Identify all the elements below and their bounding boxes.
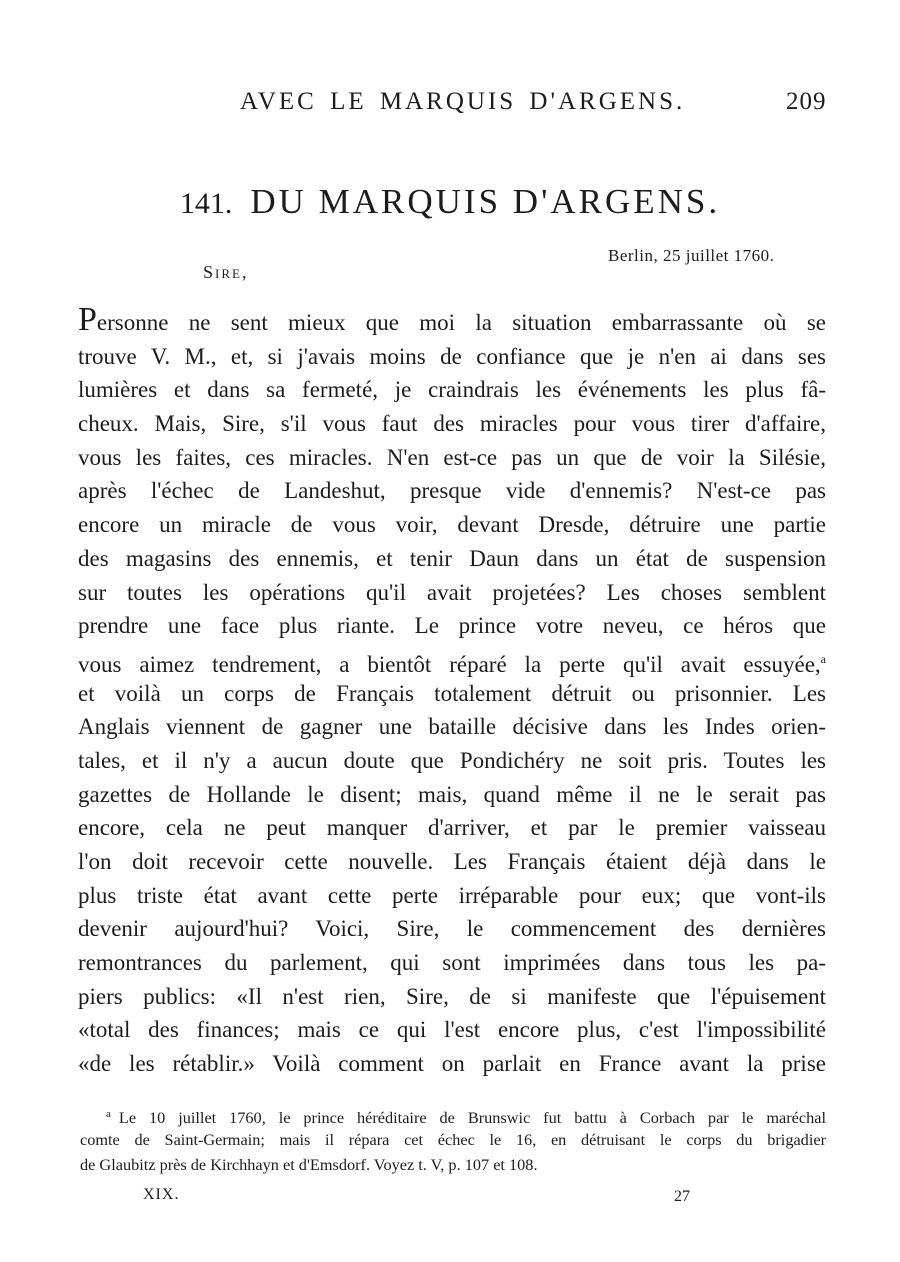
body-line: encore, cela ne peut manquer d'arriver, et par le premier vaisseau bbox=[78, 815, 826, 841]
letter-heading bbox=[0, 182, 900, 222]
body-line: «total des finances; mais ce qui l'est encore plus, c'est l'impossibilité bbox=[78, 1017, 826, 1043]
letter-number: 141. bbox=[179, 187, 233, 220]
salutation: Sire, bbox=[203, 262, 249, 282]
running-head bbox=[0, 88, 900, 124]
body-line: après l'échec de Landeshut, presque vide d'ennemis? N'est-ce pas bbox=[78, 478, 826, 504]
footnote-line-text: Le 10 juillet 1760, le prince héréditaire de Brunswic fut battu à Corbach par le maréchal bbox=[118, 1108, 826, 1127]
initial-letter: P bbox=[78, 301, 97, 338]
body-line: plus triste état avant cette perte irréparable pour eux; que vont-ils bbox=[78, 882, 826, 908]
footnote-reference: a bbox=[820, 651, 826, 666]
body-line: et voilà un corps de Français totalement détruit ou prisonnier. Les bbox=[78, 680, 826, 706]
body-line: remontrances du parlement, qui sont imprimées dans tous les pa- bbox=[78, 950, 826, 976]
body-line: vous les faites, ces miracles. N'en est-ce pas un que de voir la Silésie, bbox=[78, 444, 826, 470]
body-line bbox=[78, 643, 826, 677]
body-line: trouve V. M., et, si j'avais moins de confiance que je n'en ai dans ses bbox=[78, 343, 826, 369]
body-line: «de les rétablir.» Voilà comment on parlait en France avant la prise bbox=[78, 1051, 826, 1077]
body-line-text: ersonne ne sent mieux que moi la situation embarrassante où se bbox=[96, 310, 826, 335]
body-line: piers publics: «Il n'est rien, Sire, de si manifeste que l'épuisement bbox=[78, 983, 826, 1009]
sheet-number: 27 bbox=[674, 1188, 690, 1205]
letter-title: DU MARQUIS D'ARGENS. bbox=[250, 182, 721, 221]
body-line: devenir aujourd'hui? Voici, Sire, le commencement des dernières bbox=[78, 916, 826, 942]
footnote-marker: a bbox=[106, 1108, 111, 1120]
footnote-line: de Glaubitz près de Kirchhayn et d'Emsdorf. Voyez t. V, p. 107 et 108. bbox=[80, 1155, 538, 1174]
body-line: tales, et il n'y a aucun doute que Pondichéry ne soit pris. Toutes les bbox=[78, 747, 826, 773]
footnote-line: comte de Saint-Germain; mais il répara cet échec le 16, en détruisant le corps du brigadier bbox=[80, 1130, 826, 1149]
body-line-text: vous aimez tendrement, a bientôt réparé la perte qu'il avait essuyée, bbox=[78, 651, 821, 677]
body-line: encore un miracle de vous voir, devant Dresde, détruire une partie bbox=[78, 512, 826, 538]
running-title: AVEC LE MARQUIS D'ARGENS. bbox=[240, 88, 686, 115]
footnote-line bbox=[80, 1102, 826, 1127]
body-line: l'on doit recevoir cette nouvelle. Les Français étaient déjà dans le bbox=[78, 849, 826, 874]
signature-mark: XIX. bbox=[143, 1186, 180, 1203]
body-line: lumières et dans sa fermeté, je craindrais les événements les plus fâ- bbox=[78, 377, 826, 403]
footnote bbox=[80, 1102, 826, 1177]
body-line bbox=[78, 301, 826, 340]
body-line: des magasins des ennemis, et tenir Daun dans un état de suspension bbox=[78, 545, 826, 571]
body-line: cheux. Mais, Sire, s'il vous faut des miracles pour vous tirer d'affaire, bbox=[78, 411, 826, 437]
body-line: Anglais viennent de gagner une bataille décisive dans les Indes orien- bbox=[78, 714, 826, 740]
letter-body bbox=[78, 301, 826, 1081]
body-line: sur toutes les opérations qu'il avait projetées? Les choses semblent bbox=[78, 579, 826, 605]
body-line: prendre une face plus riante. Le prince votre neveu, ce héros que bbox=[78, 613, 826, 639]
dateline: Berlin, 25 juillet 1760. bbox=[608, 246, 775, 265]
body-line: gazettes de Hollande le disent; mais, quand même il ne le serait pas bbox=[78, 781, 826, 807]
page-number: 209 bbox=[786, 88, 827, 115]
